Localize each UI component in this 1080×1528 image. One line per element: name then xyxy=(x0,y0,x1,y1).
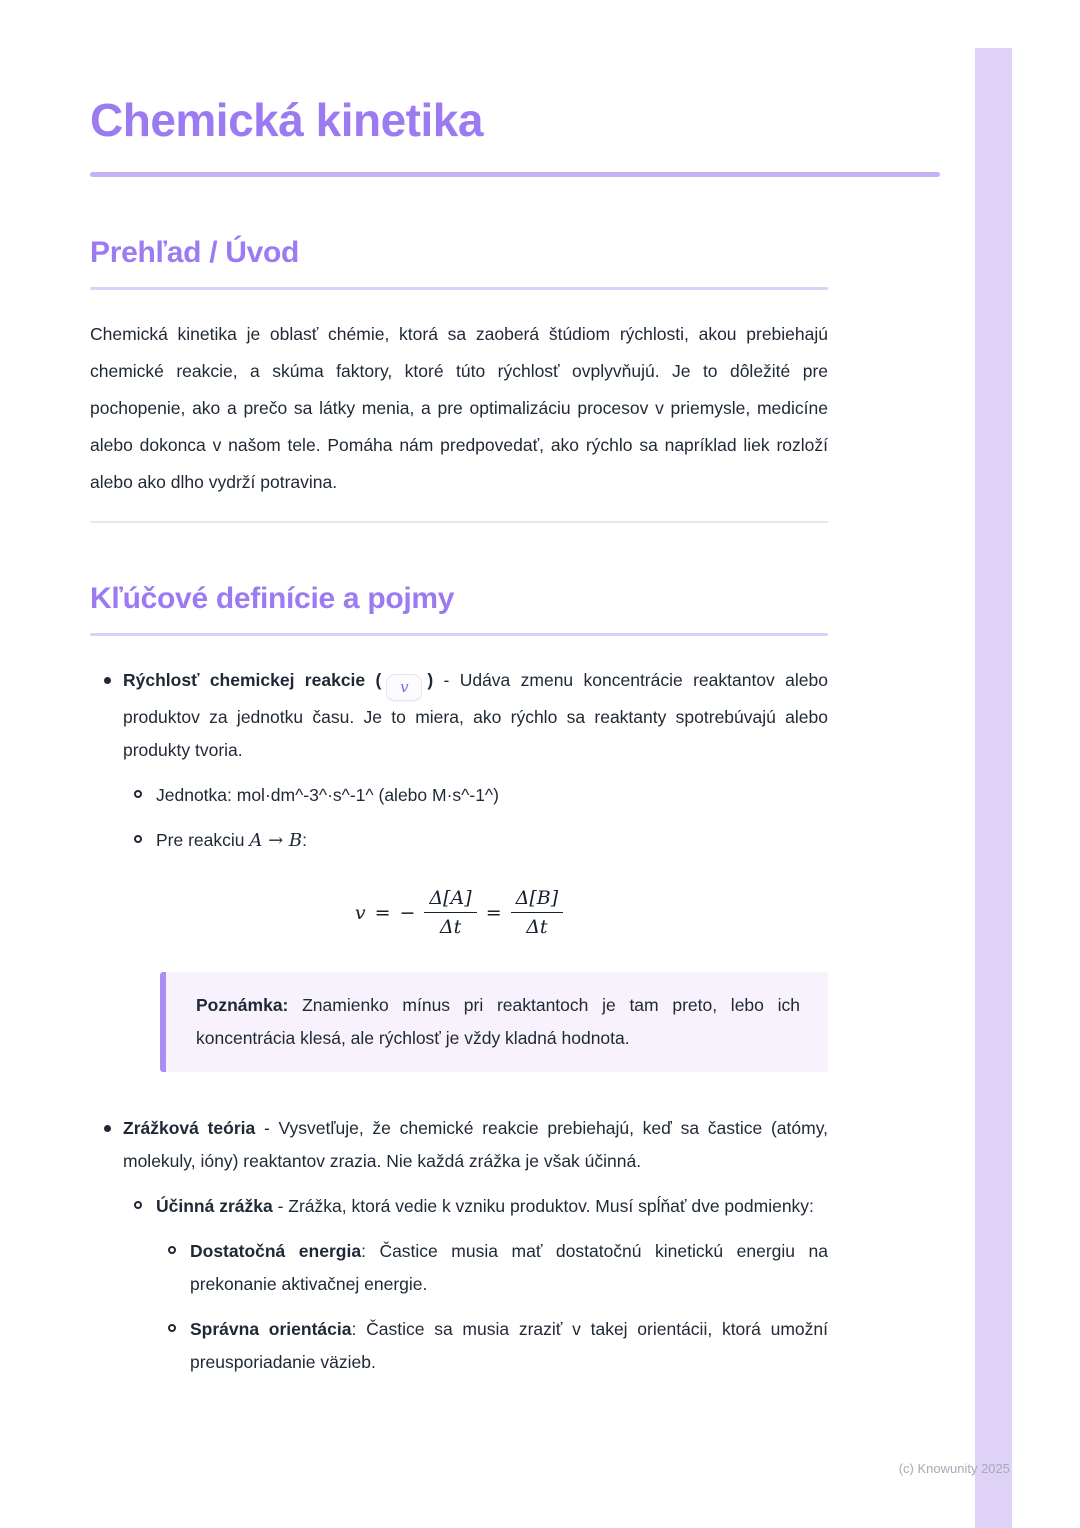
intro-paragraph: Chemická kinetika je oblasť chémie, ktorá sa zaoberá štúdiom rýchlosti, akou prebiehajú chemické reakcie, a skúma faktory, ktoré túto rýchlosť ovplyvňujú. Je to dôležité pre pochopenie, ako a prečo sa látky menia, a pre optimalizáciu procesov v priemysle, medicíne alebo dokonca v našom tele. Pomáha nám predpovedať, ako rýchlo sa napríklad liek rozloží alebo ako dlho vydrží potravina. xyxy=(90,324,828,492)
sufficient-energy-description: : Častice musia mať dostatočnú kinetickú energiu na prekonanie aktivačnej energie. xyxy=(190,1241,828,1294)
collision-theory-text xyxy=(123,1112,828,1178)
reaction-rate-text xyxy=(123,664,828,767)
equation-lhs: v xyxy=(354,901,366,924)
document-content xyxy=(90,0,828,1379)
note-callout xyxy=(160,972,828,1072)
fraction-denominator: Δt xyxy=(526,916,548,938)
reaction-rate-term-close: ) xyxy=(427,670,434,690)
note-label: Poznámka: xyxy=(196,995,289,1015)
section-heading-definitions: Kľúčové definície a pojmy xyxy=(90,582,455,615)
reaction-example-math: A → B xyxy=(249,830,303,851)
note-text: Znamienko mínus pri reaktantoch je tam preto, lebo ich koncentrácia klesá, ale rýchlosť je vždy kladná hodnota. xyxy=(196,995,800,1048)
reaction-example-text xyxy=(156,824,828,857)
sufficient-energy-term: Dostatočná energia xyxy=(190,1241,362,1261)
collision-theory-term: Zrážková teória xyxy=(123,1118,256,1138)
correct-orientation-term: Správna orientácia xyxy=(190,1319,352,1339)
fraction-dB-dt xyxy=(511,887,564,938)
reaction-example-prefix: Pre reakciu xyxy=(156,830,250,850)
effective-collision-text xyxy=(156,1190,828,1223)
rate-equation-inner xyxy=(355,887,563,938)
circle-marker xyxy=(134,790,142,798)
sufficient-energy-text xyxy=(190,1235,828,1301)
fraction-denominator: Δt xyxy=(439,916,462,938)
list-item-effective-collision xyxy=(134,1190,828,1223)
correct-orientation-text xyxy=(190,1313,828,1379)
list-item-sufficient-energy xyxy=(168,1235,828,1301)
list-item-collision-theory xyxy=(90,1112,828,1178)
bullet-marker xyxy=(104,677,111,684)
effective-collision-description: - Zrážka, ktorá vedie k vzniku produktov. Musí spĺňať dve podmienky: xyxy=(272,1196,814,1216)
rate-equation xyxy=(90,887,828,938)
circle-marker xyxy=(134,1201,142,1209)
circle-marker xyxy=(168,1246,176,1254)
variable-chip-v: v xyxy=(386,674,422,701)
side-accent-bar xyxy=(975,48,1012,1528)
section-rule-intro xyxy=(90,287,828,290)
list-item-correct-orientation xyxy=(168,1313,828,1379)
fraction-dA-dt xyxy=(424,887,476,938)
effective-collision-term: Účinná zrážka xyxy=(156,1196,273,1216)
list-item-reaction-example xyxy=(134,824,828,857)
reaction-example-suffix: : xyxy=(302,830,308,850)
list-item-reaction-rate xyxy=(90,664,828,767)
fraction-numerator: Δ[B] xyxy=(511,887,564,913)
reaction-rate-term: Rýchlosť chemickej reakcie ( xyxy=(123,670,382,690)
definitions-list xyxy=(90,664,828,1379)
section-rule-definitions xyxy=(90,633,828,636)
equation-minus: − xyxy=(399,901,416,924)
unit-text: Jednotka: mol·dm^-3^·s^-1^ (alebo M·s^-1^) xyxy=(156,785,499,805)
page-title: Chemická kinetika xyxy=(90,94,483,146)
bullet-marker xyxy=(104,1125,111,1132)
equation-equals: = xyxy=(374,901,391,924)
section-divider xyxy=(90,521,828,523)
equation-equals-2: = xyxy=(485,901,502,924)
circle-marker xyxy=(134,835,142,843)
reaction-rate-description: - Udáva zmenu koncentrácie reaktantov alebo produktov za jednotku času. Je to miera, ako rýchlo sa reaktanty spotrebúvajú alebo produkty tvoria. xyxy=(123,670,828,760)
collision-theory-description: - Vysvetľuje, že chemické reakcie prebiehajú, keď sa častice (atómy, molekuly, ióny) reaktantov zrazia. Nie každá zrážka je však účinná. xyxy=(123,1118,829,1171)
footer-credit: (c) Knowunity 2025 xyxy=(898,1461,1010,1476)
correct-orientation-description: : Častice sa musia zraziť v takej orientácii, ktorá umožní preusporiadanie väzieb. xyxy=(190,1319,828,1372)
fraction-numerator: Δ[A] xyxy=(424,887,476,913)
section-heading-intro: Prehľad / Úvod xyxy=(90,236,300,269)
circle-marker xyxy=(168,1324,176,1332)
list-item-unit xyxy=(134,779,828,812)
title-rule xyxy=(90,172,940,177)
